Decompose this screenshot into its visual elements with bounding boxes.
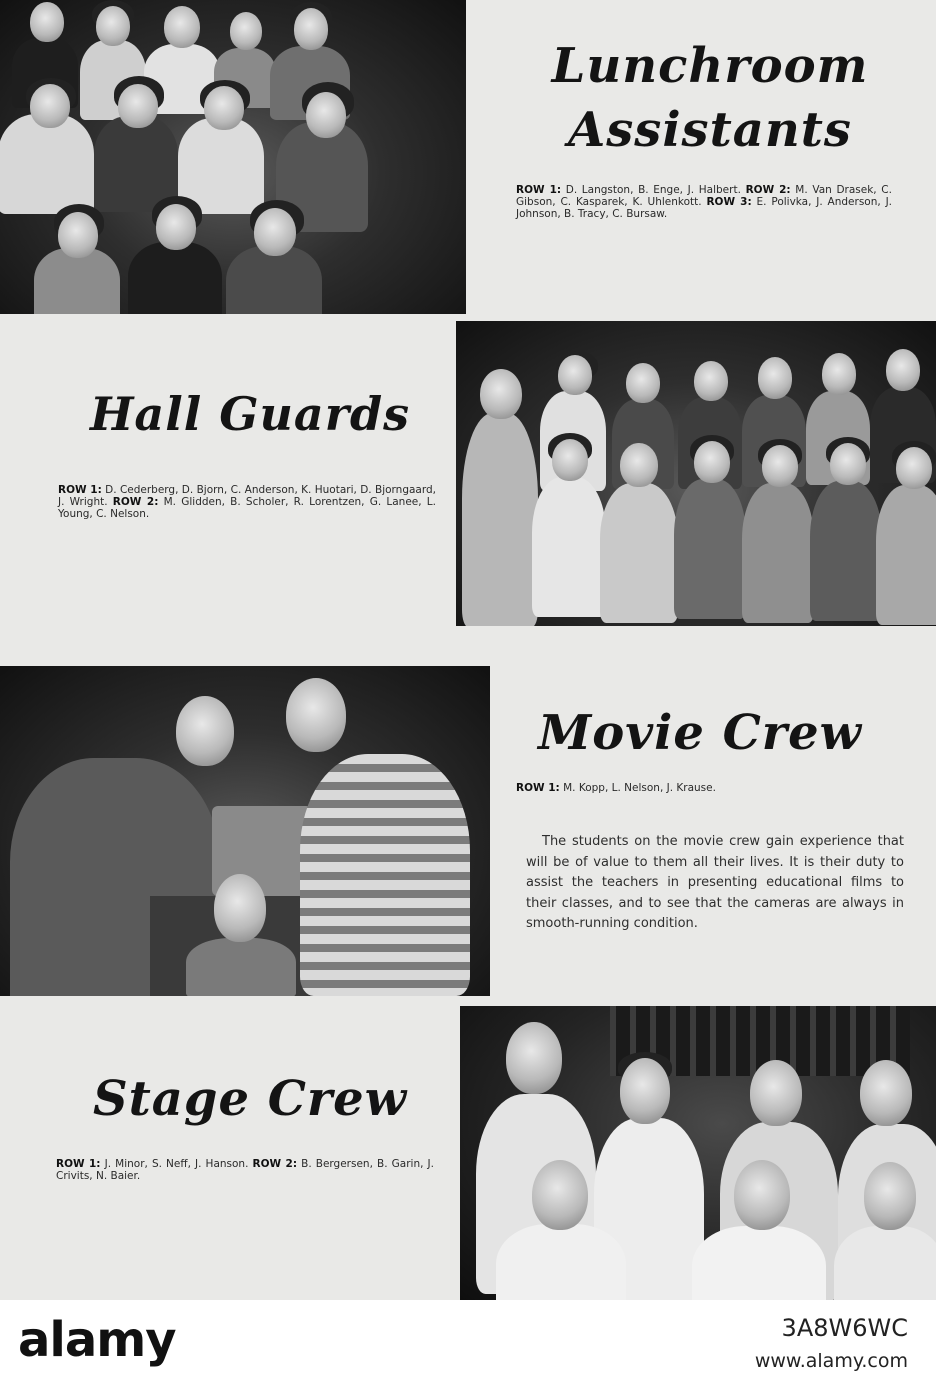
row-label: ROW 2: <box>745 184 791 196</box>
row-names: B. Bergersen, B. Garin, J. Crivits, N. Baier. <box>56 1158 434 1182</box>
row-names: M. Van Drasek, C. Gibson, C. Kasparek, K. Uhlenkott. <box>516 184 892 208</box>
row-names: M. Kopp, L. Nelson, J. Krause. <box>563 782 716 794</box>
row-names: J. Minor, S. Neff, J. Hanson. <box>104 1158 249 1170</box>
movie-crew-photo <box>0 666 490 996</box>
row-label: ROW 1: <box>58 484 102 496</box>
row-names: D. Langston, B. Enge, J. Halbert. <box>565 184 741 196</box>
stage-crew-title: Stage Crew <box>92 1071 408 1127</box>
image-id: 3A8W6WC <box>781 1314 908 1342</box>
row-names: M. Glidden, B. Scholer, R. Lorentzen, G. Lanee, L. Young, C. Nelson. <box>58 496 436 520</box>
stock-footer <box>0 1300 936 1390</box>
row-label: ROW 3: <box>706 196 752 208</box>
hall-guards-caption <box>58 484 436 520</box>
stage-crew-caption <box>56 1158 434 1182</box>
alamy-logo: alamy <box>18 1312 176 1368</box>
hall-guards-title: Hall Guards <box>89 387 411 441</box>
lunchroom-title-line1: Lunchroom <box>551 38 869 94</box>
row-label: ROW 1: <box>516 184 562 196</box>
lunchroom-assistants-photo <box>0 0 466 314</box>
footer-url[interactable]: www.alamy.com <box>754 1350 908 1372</box>
lunchroom-caption <box>516 184 892 220</box>
movie-crew-description: The students on the movie crew gain experience that will be of value to them all their lives. It is their duty to assist the teachers in presenting educational films to their classes, and to see that the cameras are always in smooth-running condition. <box>526 834 904 931</box>
movie-crew-caption <box>516 782 896 794</box>
movie-crew-title: Movie Crew <box>538 705 862 761</box>
row-label: ROW 2: <box>252 1158 298 1170</box>
row-names: E. Polivka, J. Anderson, J. Johnson, B. Tracy, C. Bursaw. <box>516 196 892 220</box>
hall-guards-photo <box>456 321 936 626</box>
row-label: ROW 1: <box>516 782 560 794</box>
lunchroom-title-line2: Assistants <box>568 102 852 158</box>
lunchroom-title <box>540 34 880 162</box>
row-label: ROW 2: <box>112 496 159 508</box>
row-names: D. Cederberg, D. Bjorn, C. Anderson, K. Huotari, D. Bjorngaard, J. Wright. <box>58 484 436 508</box>
row-label: ROW 1: <box>56 1158 101 1170</box>
stage-crew-photo <box>460 1006 936 1300</box>
